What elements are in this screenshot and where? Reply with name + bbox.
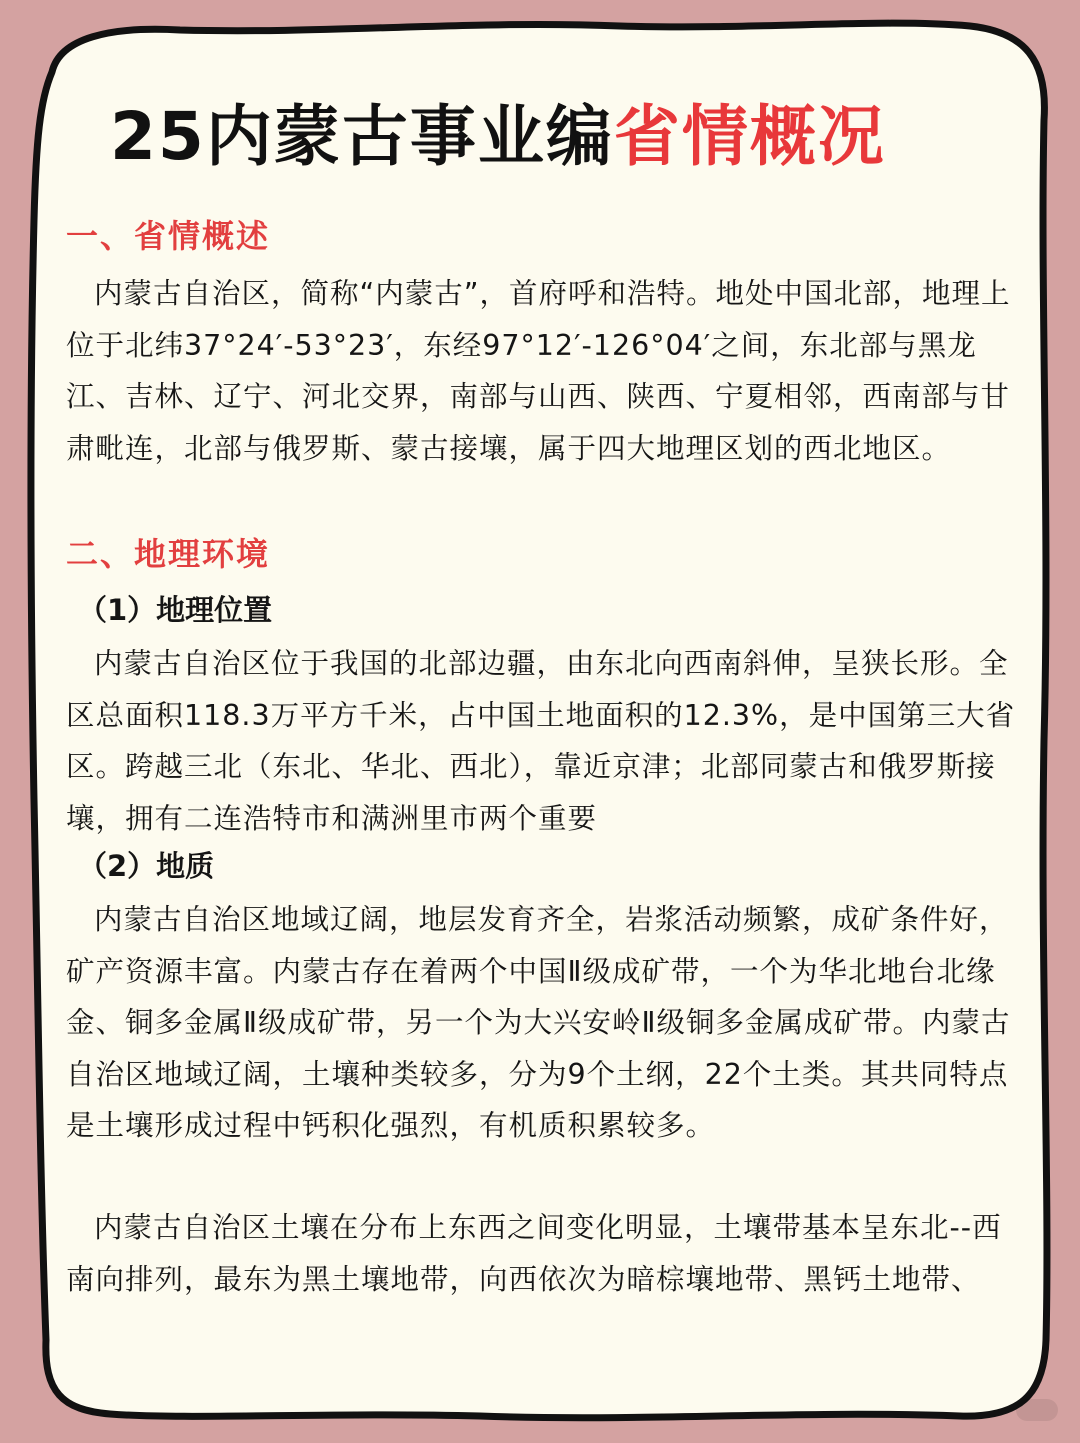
overview-paragraph: 内蒙古自治区，简称“内蒙古”，首府呼和浩特。地处中国北部，地理上位于北纬37°24′-53°23′，东经97°12′-126°04′之间，东北部与黑龙江、吉林、辽宁、河北交界，南部与山西、陕西、宁夏相邻，西南部与甘肃毗连，北部与俄罗斯、蒙古接壤，属于四大地理区划的西北地区。 [66, 277, 1011, 465]
watermark [1016, 1399, 1058, 1421]
location-paragraph: 内蒙古自治区位于我国的北部边疆，由东北向西南斜伸，呈狭长形。全区总面积118.3万平方千米，占中国土地面积的12.3%，是中国第三大省区。跨越三北（东北、华北、西北），靠近京津；北部同蒙古和俄罗斯接壤，拥有二连浩特市和满洲里市两个重要 [66, 647, 1016, 835]
page-title [110, 92, 1010, 182]
subheading-geology: （2）地质 [78, 849, 215, 883]
section-heading-overview: 一、省情概述 [66, 217, 271, 255]
document-content [62, 82, 1022, 1382]
section-heading-geography: 二、地理环境 [66, 535, 271, 573]
soil-paragraph: 内蒙古自治区土壤在分布上东西之间变化明显，土壤带基本呈东北--西南向排列，最东为黑土壤地带，向西依次为暗棕壤地带、黑钙土地带、 [66, 1211, 1002, 1296]
subheading-location: （1）地理位置 [78, 593, 273, 627]
geology-paragraph: 内蒙古自治区地域辽阔，地层发育齐全，岩浆活动频繁，成矿条件好，矿产资源丰富。内蒙古存在着两个中国Ⅱ级成矿带，一个为华北地台北缘金、铜多金属Ⅱ级成矿带，另一个为大兴安岭Ⅱ级铜多金属成矿带。内蒙古自治区地域辽阔，土壤种类较多，分为9个土纲，22个土类。其共同特点是土壤形成过程中钙积化强烈，有机质积累较多。 [66, 903, 1011, 1142]
title-black-part: 25内蒙古事业编 [110, 98, 614, 175]
title-red-part: 省情概况 [613, 98, 886, 175]
